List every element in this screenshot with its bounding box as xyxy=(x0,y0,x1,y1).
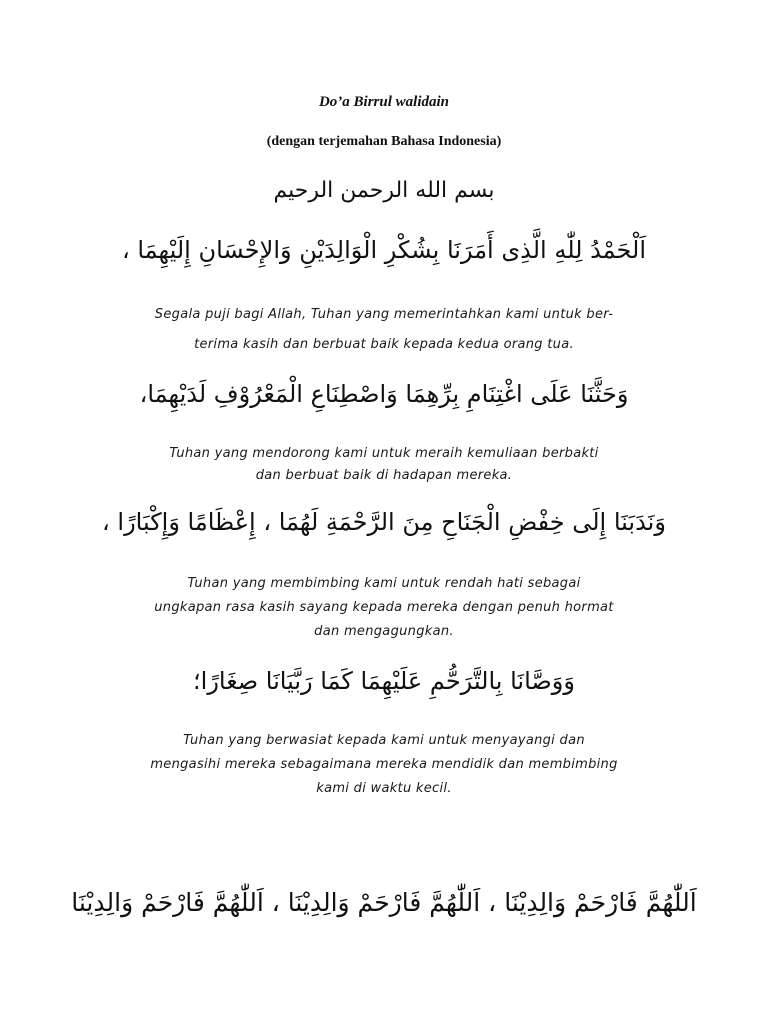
translation-1 xyxy=(0,300,768,360)
translation-line: kami di waktu kecil. xyxy=(316,781,452,796)
arabic-verse-2: وَحَثَّنَا عَلَى اغْتِنَامِ بِرِّهِمَا وَاصْطِنَاعِ الْمَعْرُوْفِ لَدَيْهِمَا، xyxy=(139,380,629,408)
translation-line: dan berbuat baik di hadapan mereka. xyxy=(255,468,513,483)
translation-3 xyxy=(0,572,768,644)
arabic-verse-1: اَلْحَمْدُ لِلّٰهِ الَّذِى أَمَرَنَا بِشُكْرِ الْوَالِدَيْنِ وَالإِحْسَانِ إِلَيْهِمَا ، xyxy=(121,236,647,264)
translation-line: Tuhan yang mendorong kami untuk meraih kemuliaan berbakti xyxy=(169,446,599,461)
translation-line: terima kasih dan berbuat baik kepada kedua orang tua. xyxy=(194,337,574,352)
basmala-text: بسم الله الرحمن الرحيم xyxy=(273,178,495,203)
translation-4 xyxy=(0,729,768,801)
translation-line: dan mengagungkan. xyxy=(314,624,454,639)
arabic-verse-4: وَوَصَّانَا بِالتَّرَحُّمِ عَلَيْهِمَا كَمَا رَبَّيَانَا صِغَارًا؛ xyxy=(193,667,575,695)
closing-arabic: اَللّٰهُمَّ فَارْحَمْ وَالِدِيْنَا ، اَللّٰهُمَّ فَارْحَمْ وَالِدِيْنَا ، اَللّٰهُمَّ فَارْحَمْ وَالِدِيْنَا xyxy=(71,888,697,917)
translation-line: Tuhan yang membimbing kami untuk rendah hati sebagai xyxy=(187,576,581,591)
translation-line: mengasihi mereka sebagaimana mereka mendidik dan membimbing xyxy=(150,757,618,772)
translation-line: Tuhan yang berwasiat kepada kami untuk menyayangi dan xyxy=(183,733,585,748)
translation-line: ungkapan rasa kasih sayang kepada mereka dengan penuh hormat xyxy=(154,600,614,615)
translation-line: Segala puji bagi Allah, Tuhan yang memerintahkan kami untuk ber- xyxy=(154,307,614,322)
document-title: Do’a Birrul walidain xyxy=(318,94,450,110)
document-subtitle: (dengan terjemahan Bahasa Indonesia) xyxy=(266,134,502,149)
arabic-verse-3: وَنَدَبَنَا إِلَى خِفْضِ الْجَنَاحِ مِنَ الرَّحْمَةِ لَهُمَا ، إِعْظَامًا وَإِكْبَارًا ، xyxy=(102,508,666,536)
translation-2 xyxy=(0,443,768,487)
